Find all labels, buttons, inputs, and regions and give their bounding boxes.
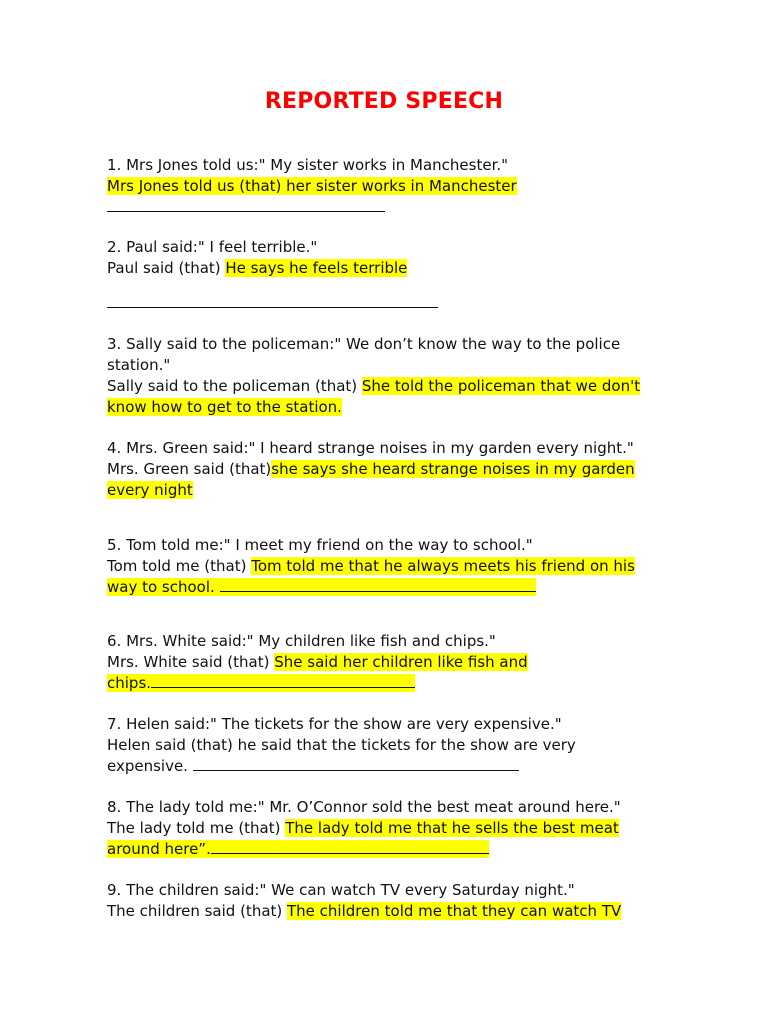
item-9-question: 9. The children said:" We can watch TV every Saturday night." bbox=[107, 881, 575, 899]
item-5-answer-cont: way to school. bbox=[107, 577, 536, 597]
item-1-answer: Mrs Jones told us (that) her sister works in Manchester bbox=[107, 177, 517, 195]
page-title: REPORTED SPEECH bbox=[264, 89, 504, 114]
item-4-answer-cont: every night bbox=[107, 481, 193, 499]
item-1-question: 1. Mrs Jones told us:" My sister works in Manchester." bbox=[107, 156, 509, 174]
item-4-question: 4. Mrs. Green said:" I heard strange noises in my garden every night." bbox=[107, 439, 634, 457]
item-2-question: 2. Paul said:" I feel terrible." bbox=[107, 238, 318, 256]
item-5-answer: Tom told me (that) Tom told me that he always meets his friend on his bbox=[107, 557, 635, 575]
item-6-question: 6. Mrs. White said:" My children like fish and chips." bbox=[107, 632, 496, 650]
item-2-answer-rule bbox=[107, 293, 438, 313]
item-4-answer: Mrs. Green said (that)she says she heard strange noises in my garden bbox=[107, 460, 635, 478]
item-1-answer-rule bbox=[107, 197, 385, 217]
item-6-answer-cont: chips. bbox=[107, 673, 415, 693]
item-5-question: 5. Tom told me:" I meet my friend on the way to school." bbox=[107, 536, 533, 554]
item-9-answer: The children said (that) The children told me that they can watch TV bbox=[107, 902, 622, 920]
item-3-question: 3. Sally said to the policeman:" We don’t know the way to the police bbox=[107, 335, 621, 353]
item-3-answer-cont: know how to get to the station. bbox=[107, 398, 342, 416]
item-7-question: 7. Helen said:" The tickets for the show are very expensive." bbox=[107, 715, 562, 733]
item-3-question-cont: station." bbox=[107, 356, 171, 374]
item-3-answer: Sally said to the policeman (that) She told the policeman that we don't bbox=[107, 377, 641, 395]
item-8-answer: The lady told me (that) The lady told me that he sells the best meat bbox=[107, 819, 619, 837]
item-8-answer-cont: around here”. bbox=[107, 839, 489, 859]
item-2-answer: Paul said (that) He says he feels terrible bbox=[107, 259, 408, 277]
item-7-answer-cont: expensive. bbox=[107, 756, 519, 776]
item-8-question: 8. The lady told me:" Mr. O’Connor sold the best meat around here." bbox=[107, 798, 621, 816]
item-6-answer: Mrs. White said (that) She said her children like fish and bbox=[107, 653, 528, 671]
item-7-answer: Helen said (that) he said that the tickets for the show are very bbox=[107, 736, 576, 754]
